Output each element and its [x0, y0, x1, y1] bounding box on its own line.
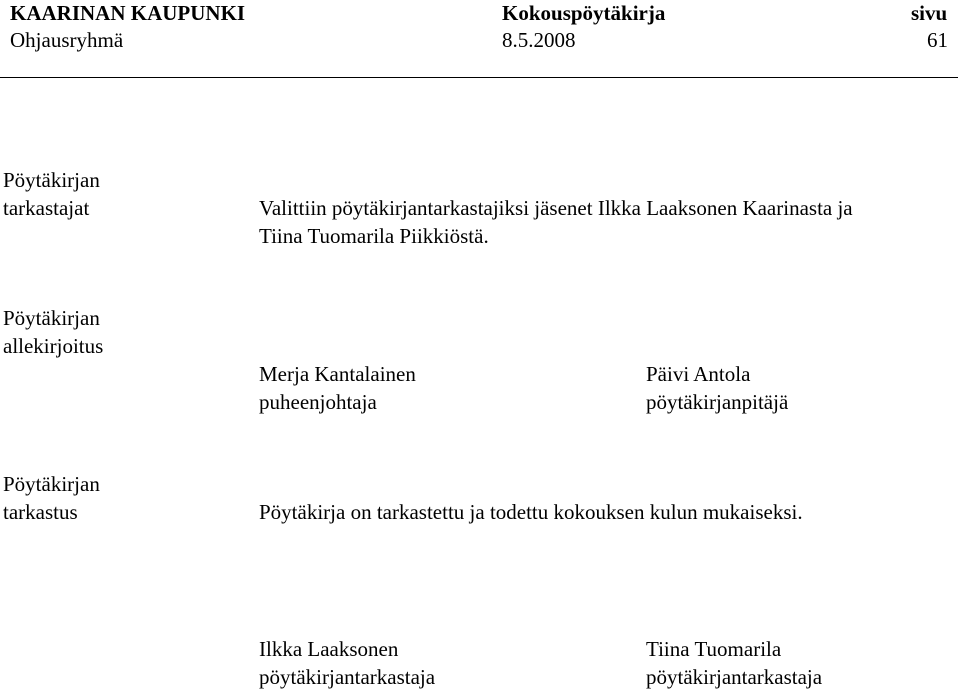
checker1-role: pöytäkirjantarkastaja — [259, 665, 436, 689]
header-date: 8.5.2008 — [502, 28, 576, 52]
section-label-tarkastus-line1: Pöytäkirjan — [3, 472, 100, 496]
section-label-tarkastus-line2: tarkastus — [3, 500, 78, 524]
header-page-label: sivu — [911, 1, 948, 25]
signer1-role: puheenjohtaja — [259, 390, 377, 414]
section-label-allekirjoitus-line2: allekirjoitus — [3, 334, 104, 358]
checker1-name: Ilkka Laaksonen — [259, 637, 399, 661]
section-label-allekirjoitus-line1: Pöytäkirjan — [3, 306, 100, 330]
tarkastajat-text-line2: Tiina Tuomarila Piikkiöstä. — [259, 224, 489, 248]
header-page-number: 61 — [927, 28, 948, 52]
header-divider — [0, 77, 958, 78]
checker2-name: Tiina Tuomarila — [646, 637, 782, 661]
header-doc-type: Kokouspöytäkirja — [502, 1, 666, 25]
signer1-name: Merja Kantalainen — [259, 362, 416, 386]
signer2-name: Päivi Antola — [646, 362, 751, 386]
checker2-role: pöytäkirjantarkastaja — [646, 665, 823, 689]
section-label-tarkastajat-line1: Pöytäkirjan — [3, 168, 100, 192]
header-org: KAARINAN KAUPUNKI — [10, 1, 246, 25]
tarkastus-text: Pöytäkirja on tarkastettu ja todettu kokouksen kulun mukaiseksi. — [259, 500, 803, 524]
tarkastajat-text-line1: Valittiin pöytäkirjantarkastajiksi jäsenet Ilkka Laaksonen Kaarinasta ja — [259, 196, 853, 220]
section-label-tarkastajat-line2: tarkastajat — [3, 196, 90, 220]
header-group: Ohjausryhmä — [10, 28, 124, 52]
signer2-role: pöytäkirjanpitäjä — [646, 390, 789, 414]
